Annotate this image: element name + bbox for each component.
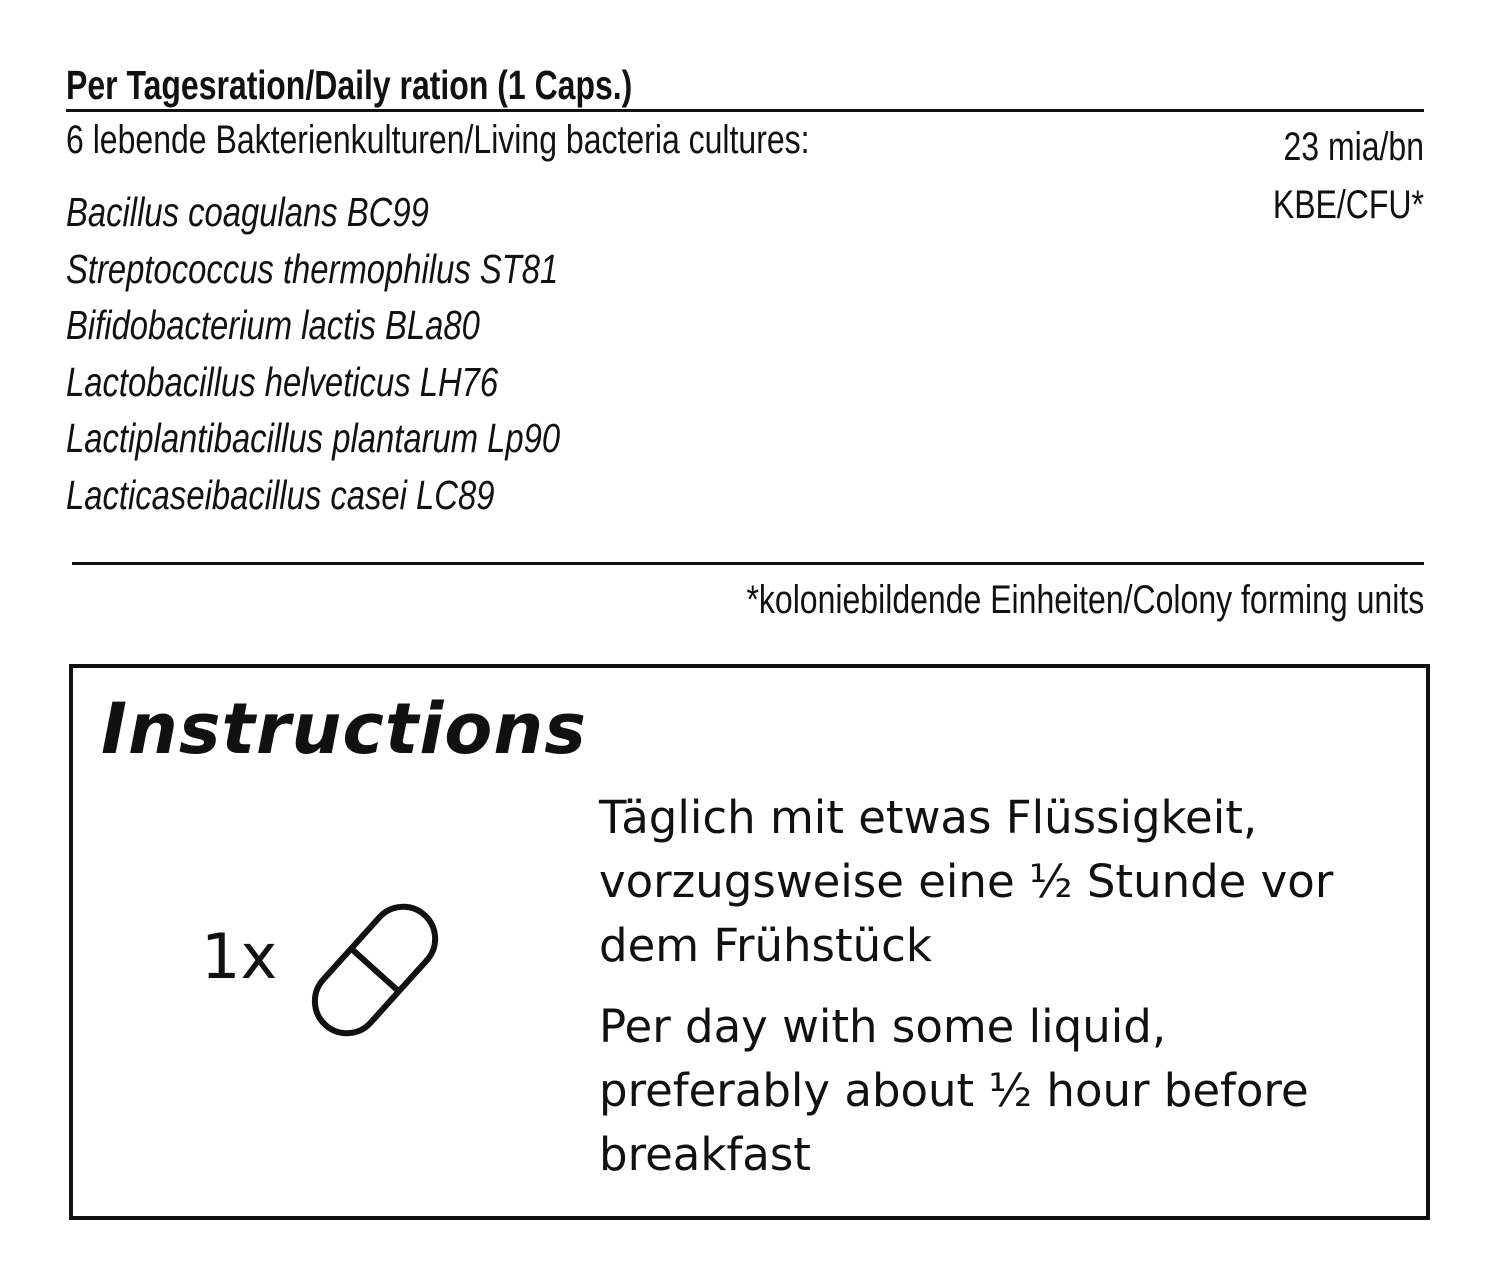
strain-item: Bacillus coagulans BC99	[66, 189, 429, 235]
strain-list	[66, 184, 684, 523]
amount-unit: KBE/CFU*	[1272, 183, 1424, 227]
strain-item: Bifidobacterium lactis BLa80	[66, 302, 480, 348]
dose-count: 1x	[201, 920, 278, 993]
strain-item: Lacticaseibacillus casei LC89	[66, 471, 495, 518]
amount-value: 23 mia/bn	[1283, 125, 1424, 169]
instructions-text-english: Per day with some liquid, preferably about ½ hour before breakfast	[599, 1000, 1309, 1181]
strain-item: Lactobacillus helveticus LH76	[66, 358, 499, 405]
top-divider	[66, 109, 1424, 112]
instructions-text-german: Täglich mit etwas Flüssigkeit, vorzugsweise eine ½ Stunde vor dem Frühstück	[599, 791, 1334, 972]
bottom-divider	[72, 562, 1424, 565]
culture-amount	[1164, 118, 1424, 234]
heading-text: Per Tagesration/Daily ration (1 Caps.)	[66, 62, 633, 108]
strain-item: Streptococcus thermophilus ST81	[66, 245, 559, 292]
instructions-title: Instructions	[101, 688, 587, 770]
instructions-box	[69, 664, 1430, 1220]
cfu-footnote: *koloniebildende Einheiten/Colony forming units	[746, 578, 1424, 622]
capsule-icon	[295, 888, 455, 1053]
cultures-label: 6 lebende Bakterienkulturen/Living bacteria cultures:	[66, 118, 810, 162]
strain-item: Lactiplantibacillus plantarum Lp90	[66, 415, 561, 461]
